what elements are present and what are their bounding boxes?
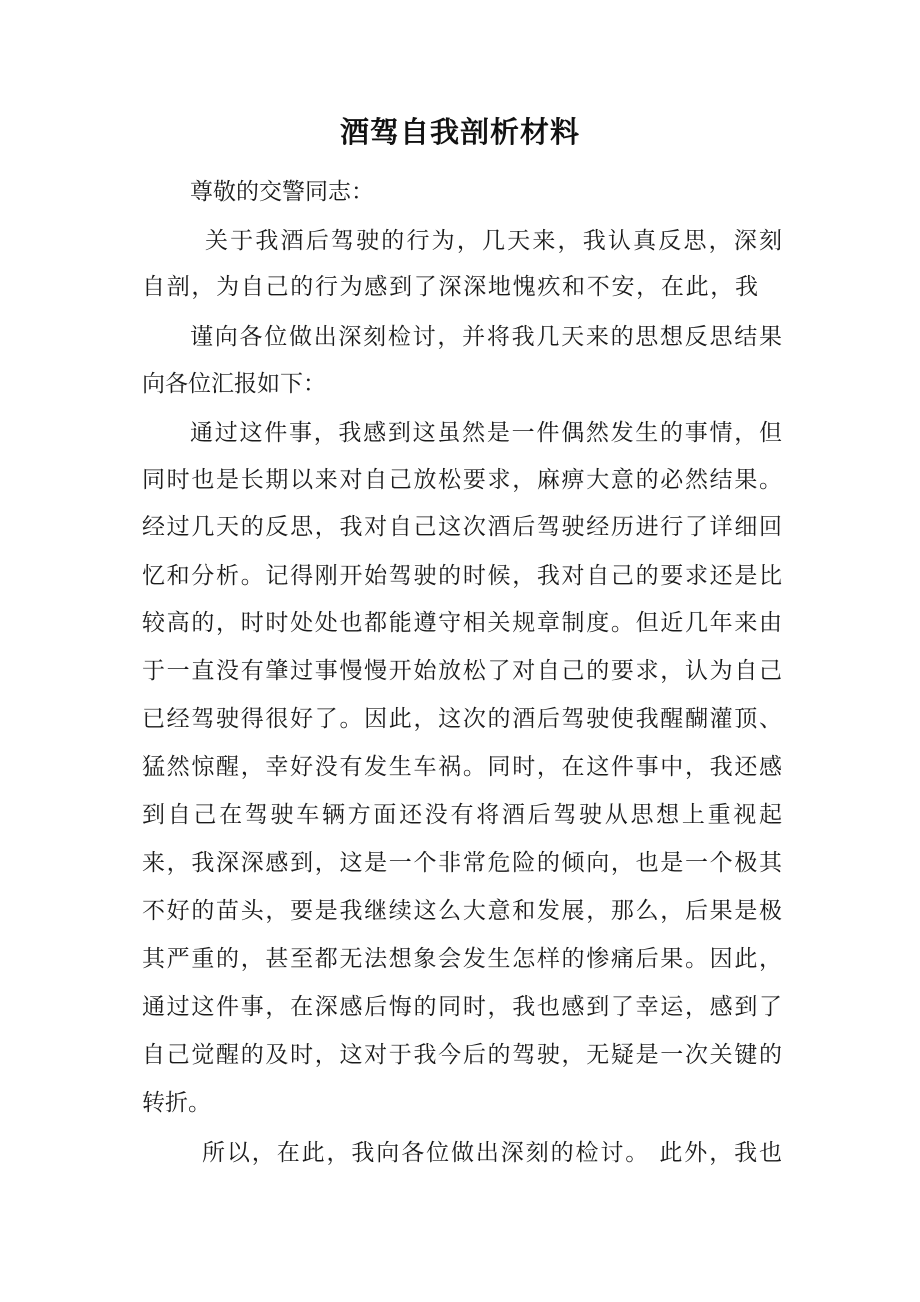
paragraph-line: 来，我深深感到，这是一个非常危险的倾向，也是一个极其	[142, 850, 782, 876]
paragraph-line: 忆和分析。记得刚开始驾驶的时候，我对自己的要求还是比	[142, 563, 782, 589]
paragraph-line: 通过这件事，我感到这虽然是一件偶然发生的事情，但	[190, 420, 782, 446]
paragraph-line: 关于我酒后驾驶的行为，几天来，我认真反思，深刻	[205, 228, 782, 254]
paragraph-line: 同时也是长期以来对自己放松要求，麻痹大意的必然结果。	[142, 467, 782, 493]
paragraph-line: 到自己在驾驶车辆方面还没有将酒后驾驶从思想上重视起	[142, 802, 782, 828]
paragraph-line: 不好的苗头，要是我继续这么大意和发展，那么，后果是极	[142, 898, 782, 924]
salutation-line: 尊敬的交警同志：	[190, 179, 374, 205]
paragraph-line: 谨向各位做出深刻检讨，并将我几天来的思想反思结果	[190, 324, 782, 350]
paragraph-line: 于一直没有肇过事慢慢开始放松了对自己的要求，认为自己	[142, 658, 782, 684]
document-title: 酒驾自我剖析材料	[339, 115, 580, 149]
paragraph-line: 转折。	[142, 1090, 211, 1116]
paragraph-line: 自己觉醒的及时，这对于我今后的驾驶，无疑是一次关键的	[142, 1042, 782, 1068]
paragraph-line: 猛然惊醒，幸好没有发生车祸。同时，在这件事中，我还感	[142, 754, 782, 780]
paragraph-line: 向各位汇报如下：	[142, 371, 326, 397]
paragraph-line: 较高的，时时处处也都能遵守相关规章制度。但近几年来由	[142, 610, 782, 636]
paragraph-line: 所以，在此，我向各位做出深刻的检讨。 此外，我也	[202, 1140, 782, 1166]
paragraph-line: 经过几天的反思，我对自己这次酒后驾驶经历进行了详细回	[142, 514, 782, 540]
paragraph-line: 通过这件事，在深感后悔的同时，我也感到了幸运，感到了	[142, 994, 782, 1020]
paragraph-line: 已经驾驶得很好了。因此，这次的酒后驾驶使我醒醐灌顶、	[142, 706, 782, 732]
paragraph-line: 其严重的，甚至都无法想象会发生怎样的惨痛后果。因此，	[142, 946, 782, 972]
paragraph-line: 自剖，为自己的行为感到了深深地愧疚和不安，在此，我	[142, 274, 758, 300]
